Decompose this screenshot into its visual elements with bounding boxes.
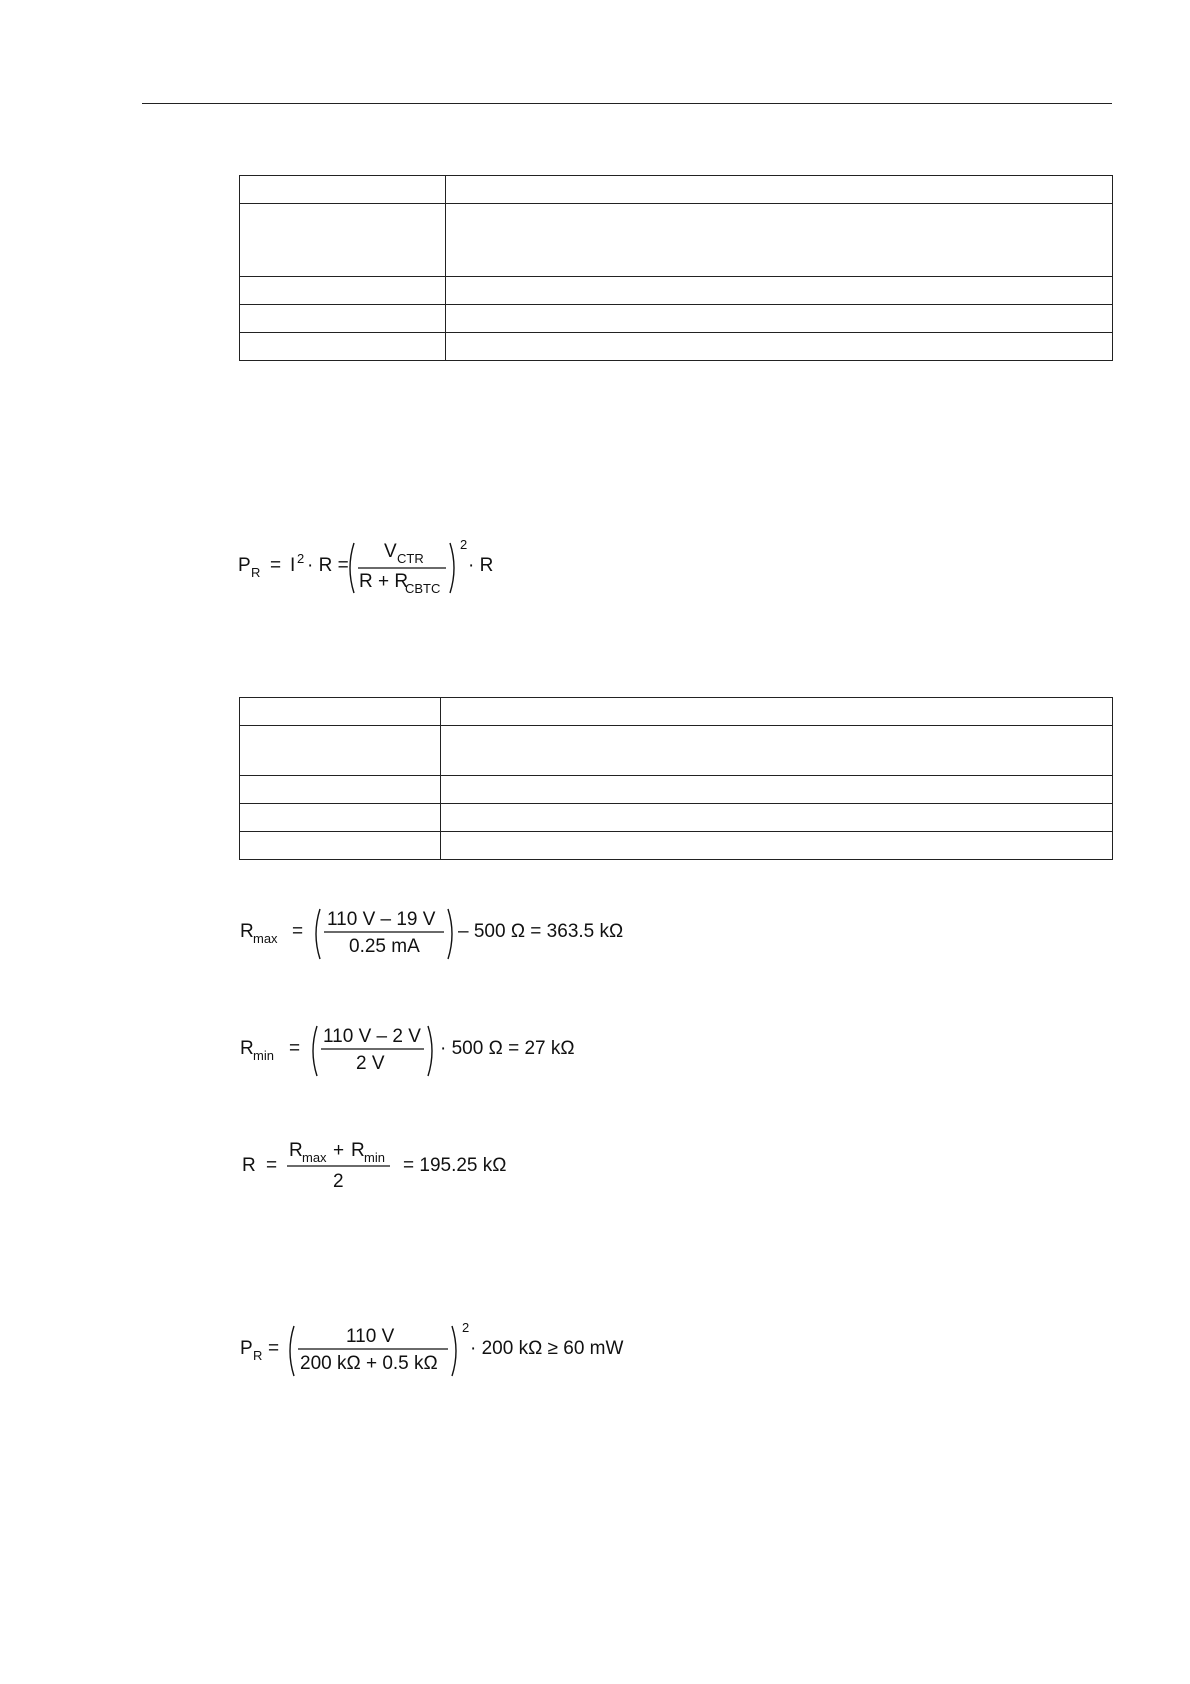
table-cell bbox=[240, 804, 441, 832]
formula-numerator: 110 V – 2 V bbox=[323, 1026, 421, 1047]
formula-equals: = bbox=[289, 1038, 301, 1059]
table-cell bbox=[240, 277, 446, 305]
formula-denominator: 0.25 mA bbox=[349, 936, 420, 957]
formula-lhs: P bbox=[240, 1338, 253, 1359]
table-cell bbox=[441, 698, 1113, 726]
right-paren bbox=[428, 1026, 432, 1076]
formula-equals: = bbox=[270, 555, 282, 576]
formula-exponent: 2 bbox=[460, 537, 468, 552]
table-row bbox=[240, 776, 1113, 804]
formula-tail: · 200 kΩ ≥ 60 mW bbox=[470, 1338, 624, 1359]
formula-equals: = bbox=[292, 921, 304, 942]
table-cell bbox=[240, 305, 446, 333]
table-cell bbox=[441, 804, 1113, 832]
left-paren bbox=[290, 1326, 294, 1376]
formula-denominator: 2 bbox=[333, 1171, 344, 1192]
formula-r-max bbox=[238, 901, 638, 963]
table-cell bbox=[240, 776, 441, 804]
table-cell bbox=[240, 204, 446, 277]
formula-lhs: P bbox=[238, 555, 251, 576]
header-rule bbox=[142, 103, 1112, 104]
formula-plus: + bbox=[333, 1140, 345, 1161]
table-cell bbox=[441, 776, 1113, 804]
formula-lhs-sub: max bbox=[253, 931, 278, 946]
table-row bbox=[240, 804, 1113, 832]
formula-numerator-b: R bbox=[351, 1140, 365, 1161]
formula-tail: · 500 Ω = 27 kΩ bbox=[440, 1038, 575, 1059]
formula-current: I bbox=[290, 555, 296, 576]
formula-power-general bbox=[236, 535, 506, 597]
formula-r-min bbox=[238, 1018, 608, 1080]
formula-tail: · R bbox=[468, 555, 494, 576]
table-row bbox=[240, 333, 1113, 361]
formula-dot-r: · R = bbox=[307, 555, 349, 576]
formula-exponent: 2 bbox=[462, 1320, 470, 1335]
formula-numerator-a: R bbox=[289, 1140, 303, 1161]
formula-numerator-b-sub: min bbox=[364, 1150, 385, 1165]
table-row bbox=[240, 698, 1113, 726]
table-cell bbox=[240, 726, 441, 776]
formula-power-calc bbox=[238, 1318, 648, 1380]
left-paren bbox=[350, 543, 354, 593]
formula-lhs: R bbox=[242, 1155, 256, 1176]
table-cell bbox=[446, 176, 1113, 204]
table-row bbox=[240, 832, 1113, 860]
table-2 bbox=[239, 697, 1113, 860]
formula-denominator: 2 V bbox=[356, 1053, 385, 1074]
table-row bbox=[240, 305, 1113, 333]
formula-denominator: 200 kΩ + 0.5 kΩ bbox=[300, 1353, 438, 1374]
table-cell bbox=[240, 333, 446, 361]
table-cell bbox=[446, 204, 1113, 277]
table-row bbox=[240, 277, 1113, 305]
formula-lhs-sub: R bbox=[251, 565, 261, 580]
formula-lhs-sub: min bbox=[253, 1048, 274, 1063]
table-cell bbox=[240, 176, 446, 204]
table-cell bbox=[441, 832, 1113, 860]
formula-lhs: R bbox=[240, 921, 254, 942]
table-row bbox=[240, 204, 1113, 277]
formula-equals: = bbox=[266, 1155, 278, 1176]
table-cell bbox=[240, 698, 441, 726]
table-row bbox=[240, 176, 1113, 204]
formula-numerator-sub: CTR bbox=[397, 551, 424, 566]
formula-tail: = 195.25 kΩ bbox=[403, 1155, 507, 1176]
left-paren bbox=[313, 1026, 317, 1076]
formula-lhs: R bbox=[240, 1038, 254, 1059]
right-paren bbox=[452, 1326, 456, 1376]
table-1 bbox=[239, 175, 1113, 361]
formula-equals: = bbox=[268, 1338, 280, 1359]
formula-numerator: 110 V bbox=[346, 1326, 395, 1347]
formula-numerator: 110 V – 19 V bbox=[327, 909, 436, 930]
right-paren bbox=[448, 909, 452, 959]
formula-numerator-a-sub: max bbox=[302, 1150, 327, 1165]
table-cell bbox=[446, 305, 1113, 333]
table-row bbox=[240, 726, 1113, 776]
formula-current-sup: 2 bbox=[297, 551, 305, 566]
table-cell bbox=[441, 726, 1113, 776]
formula-numerator: V bbox=[384, 541, 397, 562]
right-paren bbox=[450, 543, 454, 593]
table-cell bbox=[446, 333, 1113, 361]
formula-r-average bbox=[240, 1134, 560, 1196]
formula-lhs-sub: R bbox=[253, 1348, 263, 1363]
left-paren bbox=[316, 909, 320, 959]
table-cell bbox=[240, 832, 441, 860]
formula-denominator-sub: CBTC bbox=[405, 581, 441, 596]
formula-denominator: R + R bbox=[359, 571, 409, 592]
table-cell bbox=[446, 277, 1113, 305]
formula-tail: – 500 Ω = 363.5 kΩ bbox=[458, 921, 624, 942]
